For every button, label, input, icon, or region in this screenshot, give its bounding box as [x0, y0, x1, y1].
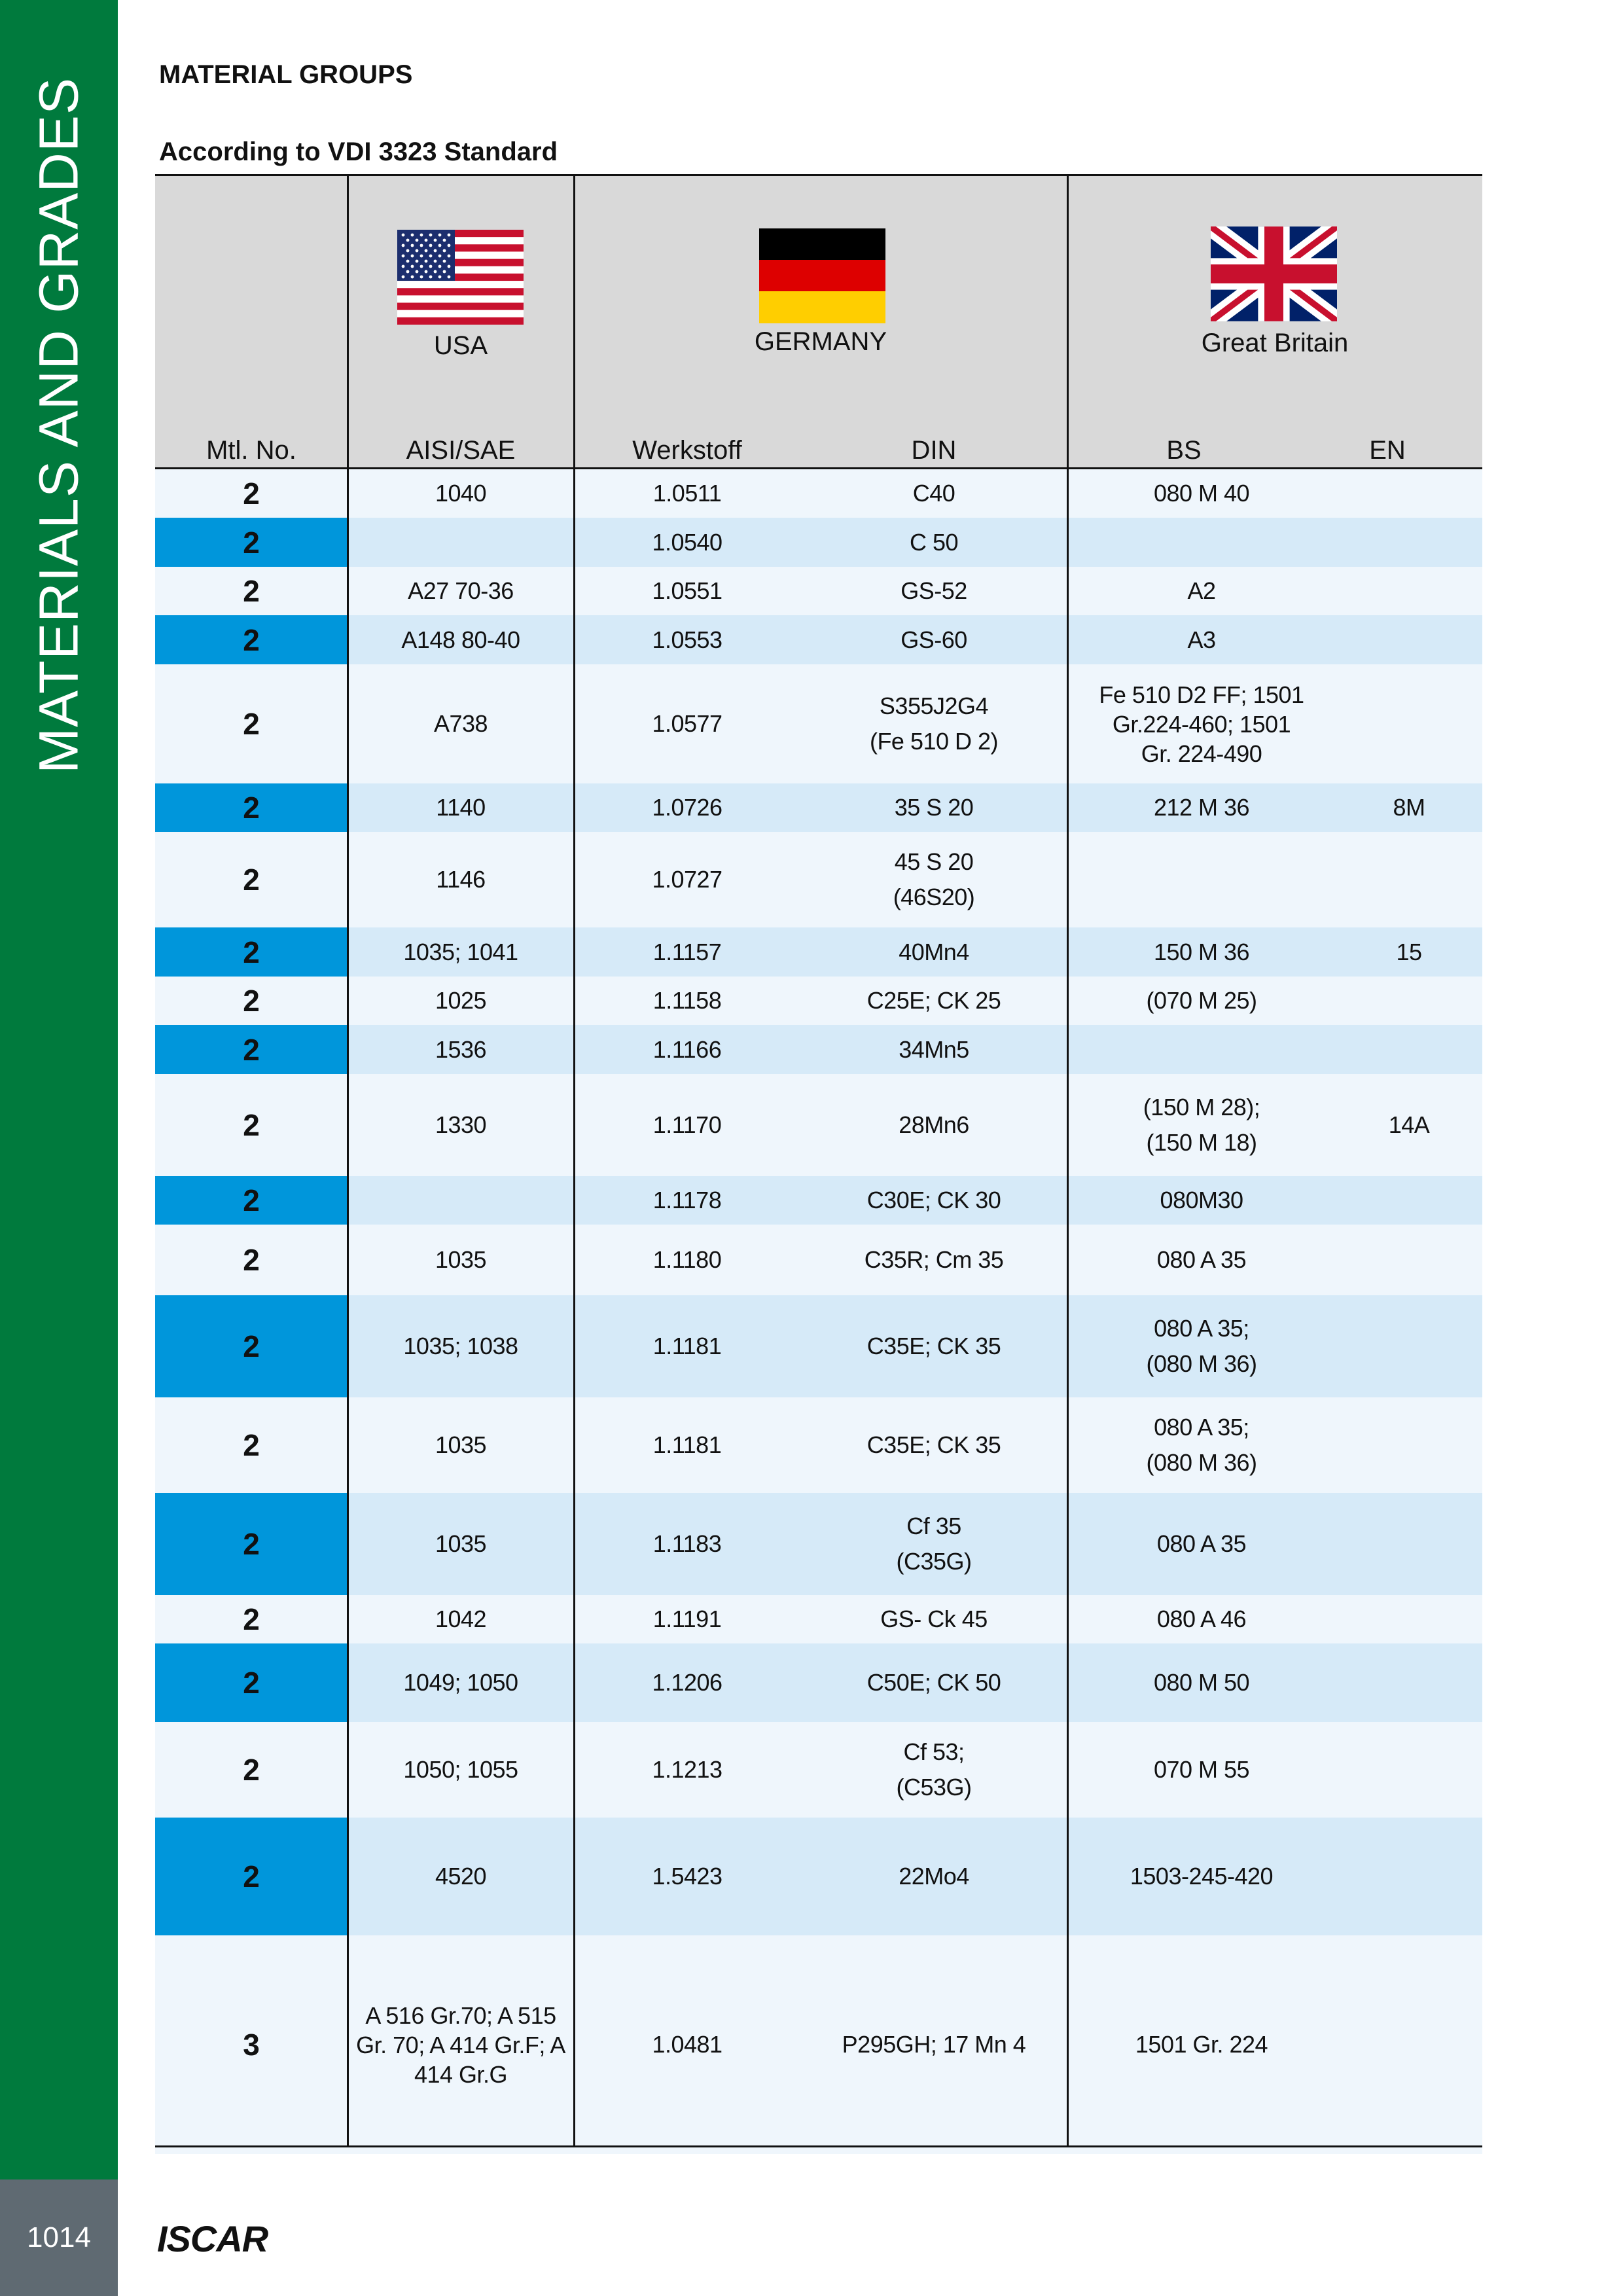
en-cell: [1336, 567, 1482, 615]
din-cell: Cf 53; (C53G): [896, 1738, 972, 1801]
bs-cell: 080 M 40: [1153, 480, 1250, 507]
table-row: [155, 832, 1482, 927]
bs-cell: 080 A 35; (080 M 36): [1146, 1414, 1257, 1476]
section-title: MATERIAL GROUPS: [159, 60, 413, 89]
bs-cell: 080 M 50: [1153, 1669, 1250, 1696]
bs-cell: 150 M 36: [1153, 938, 1250, 965]
din-cell: C40: [912, 480, 955, 507]
din-cell: GS-60: [901, 626, 967, 653]
uk-flag-icon: [1211, 226, 1337, 321]
table-top-rule: [155, 174, 1482, 176]
aisi-sae-cell: 1025: [435, 987, 487, 1014]
en-cell: [1336, 1225, 1482, 1295]
colhead-en: EN: [1369, 436, 1406, 465]
colhead-mtl-no: Mtl. No.: [206, 436, 296, 465]
aisi-sae-cell: 1140: [436, 794, 486, 821]
page-number: 1014: [0, 2179, 118, 2296]
mtl-no-cell: 2: [155, 977, 348, 1025]
mtl-no-cell: 2: [155, 615, 348, 664]
country-germany: GERMANY: [754, 327, 887, 356]
aisi-sae-cell: 1035: [435, 1431, 487, 1458]
germany-flag-icon: [759, 228, 885, 323]
mtl-no-cell: 2: [155, 1493, 348, 1595]
table-row: [155, 1225, 1482, 1295]
table-row: [155, 567, 1482, 615]
aisi-sae-cell: 1049; 1050: [403, 1669, 518, 1696]
column-divider: [573, 174, 575, 2147]
aisi-sae-cell: 1146: [436, 866, 486, 893]
aisi-sae-cell: [348, 518, 574, 567]
bs-cell: A3: [1187, 626, 1216, 653]
mtl-no-cell: 3: [155, 1935, 348, 2154]
aisi-sae-cell: 1040: [435, 480, 487, 507]
bs-cell: 212 M 36: [1153, 794, 1250, 821]
sidebar-title: MATERIALS AND GRADES: [27, 77, 90, 774]
werkstoff-cell: 1.1170: [652, 1111, 722, 1138]
mtl-no-cell: 2: [155, 567, 348, 615]
werkstoff-cell: 1.1180: [652, 1246, 722, 1273]
en-cell: [1336, 1176, 1482, 1225]
en-cell: [1336, 832, 1482, 927]
aisi-sae-cell: 4520: [435, 1863, 487, 1890]
mtl-no-cell: 2: [155, 1225, 348, 1295]
din-cell: C35R; Cm 35: [864, 1246, 1004, 1273]
werkstoff-cell: 1.1166: [652, 1035, 722, 1063]
column-divider: [347, 174, 349, 2147]
table-bottom-rule: [155, 2145, 1482, 2147]
bs-cell: 080 A 35; (080 M 36): [1146, 1315, 1257, 1377]
din-cell: S355J2G4 (Fe 510 D 2): [869, 692, 999, 755]
country-great-britain: Great Britain: [1201, 329, 1349, 357]
table-row: [155, 783, 1482, 832]
din-cell: C25E; CK 25: [866, 987, 1001, 1014]
table-row: [155, 1176, 1482, 1225]
din-cell: 22Mo4: [899, 1863, 969, 1890]
mtl-no-cell: 2: [155, 783, 348, 832]
table-row: [155, 977, 1482, 1025]
din-cell: C 50: [909, 528, 959, 556]
table-row: [155, 518, 1482, 567]
mtl-no-cell: 2: [155, 1722, 348, 1818]
en-cell: [1336, 1493, 1482, 1595]
mtl-no-cell: 2: [155, 1176, 348, 1225]
country-usa: USA: [433, 331, 488, 360]
mtl-no-cell: 2: [155, 1643, 348, 1722]
column-divider: [1067, 174, 1069, 2147]
werkstoff-cell: 1.1183: [652, 1530, 722, 1557]
aisi-sae-cell: A738: [433, 710, 488, 737]
table-header: [155, 174, 1482, 469]
colhead-din: DIN: [911, 436, 957, 465]
colhead-werkstoff: Werkstoff: [632, 436, 742, 465]
bs-cell: [1067, 518, 1336, 567]
werkstoff-cell: 1.1213: [652, 1756, 722, 1783]
en-cell: [1336, 1397, 1482, 1493]
aisi-sae-cell: 1536: [435, 1035, 487, 1063]
mtl-no-cell: 2: [155, 1595, 348, 1643]
bs-cell: 070 M 55: [1153, 1756, 1250, 1783]
bs-cell: 080 A 35: [1156, 1530, 1247, 1557]
bs-cell: (070 M 25): [1146, 987, 1257, 1014]
werkstoff-cell: 1.0481: [652, 2031, 722, 2058]
mtl-no-cell: 2: [155, 1025, 348, 1074]
mtl-no-cell: 2: [155, 1818, 348, 1935]
table-row: [155, 1074, 1482, 1176]
aisi-sae-cell: A27 70-36: [408, 577, 514, 604]
mtl-no-cell: 2: [155, 1295, 348, 1397]
werkstoff-cell: 1.1191: [652, 1605, 722, 1632]
table-row: [155, 927, 1482, 977]
mtl-no-cell: 2: [155, 1074, 348, 1176]
en-cell: [1336, 1295, 1482, 1397]
aisi-sae-cell: 1035: [435, 1530, 487, 1557]
sub-title: According to VDI 3323 Standard: [159, 137, 558, 166]
werkstoff-cell: 1.0726: [652, 794, 722, 821]
werkstoff-cell: 1.1157: [652, 938, 722, 965]
bs-cell: [1067, 1025, 1336, 1074]
werkstoff-cell: 1.1158: [652, 987, 722, 1014]
mtl-no-cell: 2: [155, 664, 348, 783]
table-row: [155, 1935, 1482, 2154]
bs-cell: 080M30: [1160, 1187, 1243, 1213]
en-cell: [1336, 664, 1482, 783]
table-row: [155, 1595, 1482, 1643]
en-cell: [1336, 1722, 1482, 1818]
header-rule: [155, 467, 1482, 469]
mtl-no-cell: 2: [155, 832, 348, 927]
table-row: [155, 664, 1482, 783]
werkstoff-cell: 1.1181: [652, 1333, 722, 1359]
werkstoff-cell: 1.0551: [652, 577, 722, 604]
table-row: [155, 1295, 1482, 1397]
table-row: [155, 1643, 1482, 1722]
brand-logo: ISCAR: [157, 2218, 268, 2259]
din-cell: GS- Ck 45: [880, 1605, 988, 1632]
bs-cell: 080 A 35: [1156, 1246, 1247, 1273]
en-cell: [1336, 469, 1482, 518]
din-cell: P295GH; 17 Mn 4: [842, 2031, 1026, 2058]
en-cell: [1336, 1595, 1482, 1643]
din-cell: C50E; CK 50: [866, 1669, 1001, 1696]
table-row: [155, 1722, 1482, 1818]
aisi-sae-cell: 1035: [435, 1246, 487, 1273]
din-cell: 28Mn6: [899, 1111, 969, 1138]
table-row: [155, 1025, 1482, 1074]
en-cell: 14A: [1388, 1111, 1430, 1138]
werkstoff-cell: 1.1206: [652, 1669, 722, 1696]
aisi-sae-cell: 1330: [435, 1111, 487, 1138]
en-cell: [1336, 1643, 1482, 1722]
en-cell: [1336, 615, 1482, 664]
din-cell: C35E; CK 35: [866, 1333, 1001, 1359]
werkstoff-cell: 1.5423: [652, 1863, 722, 1890]
aisi-sae-cell: 1035; 1038: [403, 1333, 518, 1359]
aisi-sae-cell: [348, 1176, 574, 1225]
en-cell: [1336, 1818, 1482, 1935]
aisi-sae-cell: 1042: [435, 1605, 487, 1632]
din-cell: C30E; CK 30: [866, 1187, 1001, 1213]
werkstoff-cell: 1.0727: [652, 866, 722, 893]
bs-cell: A2: [1187, 577, 1216, 604]
colhead-aisi-sae: AISI/SAE: [406, 436, 516, 465]
en-cell: 8M: [1393, 794, 1425, 821]
en-cell: [1336, 518, 1482, 567]
en-cell: [1336, 1935, 1482, 2154]
usa-flag-icon: [397, 230, 524, 325]
werkstoff-cell: 1.1178: [652, 1187, 722, 1213]
werkstoff-cell: 1.0577: [652, 710, 722, 737]
table-body: [155, 469, 1482, 2154]
din-cell: 34Mn5: [899, 1035, 969, 1063]
mtl-no-cell: 2: [155, 469, 348, 518]
table-row: [155, 1818, 1482, 1935]
table-row: [155, 1397, 1482, 1493]
din-cell: Cf 35 (C35G): [896, 1513, 972, 1575]
en-cell: 15: [1396, 938, 1422, 965]
aisi-sae-cell: 1050; 1055: [403, 1756, 518, 1783]
mtl-no-cell: 2: [155, 927, 348, 977]
table-row: [155, 615, 1482, 664]
werkstoff-cell: 1.0511: [652, 480, 722, 507]
werkstoff-cell: 1.0553: [652, 626, 722, 653]
werkstoff-cell: 1.1181: [652, 1431, 722, 1458]
bs-cell: 1501 Gr. 224: [1135, 2031, 1268, 2058]
aisi-sae-cell: A 516 Gr.70; A 515 Gr. 70; A 414 Gr.F; A 414 Gr.G: [356, 2001, 565, 2088]
en-cell: [1336, 977, 1482, 1025]
en-cell: [1336, 1025, 1482, 1074]
bs-cell: [1067, 832, 1336, 927]
colhead-bs: BS: [1166, 436, 1202, 465]
mtl-no-cell: 2: [155, 1397, 348, 1493]
bs-cell: 1503-245-420: [1130, 1863, 1274, 1890]
din-cell: GS-52: [901, 577, 967, 604]
aisi-sae-cell: 1035; 1041: [403, 938, 518, 965]
aisi-sae-cell: A148 80-40: [401, 626, 520, 653]
mtl-no-cell: 2: [155, 518, 348, 567]
bs-cell: (150 M 28); (150 M 18): [1143, 1094, 1260, 1156]
table-row: [155, 469, 1482, 518]
bs-cell: 080 A 46: [1156, 1605, 1247, 1632]
din-cell: 40Mn4: [899, 938, 969, 965]
bs-cell: Fe 510 D2 FF; 1501 Gr.224-460; 1501 Gr. 224-490: [1099, 681, 1304, 767]
table-row: [155, 1493, 1482, 1595]
din-cell: 35 S 20: [894, 794, 974, 821]
din-cell: C35E; CK 35: [866, 1431, 1001, 1458]
din-cell: 45 S 20 (46S20): [893, 848, 975, 910]
sidebar: [0, 0, 118, 2179]
material-table: [155, 174, 1482, 2148]
werkstoff-cell: 1.0540: [652, 528, 722, 556]
